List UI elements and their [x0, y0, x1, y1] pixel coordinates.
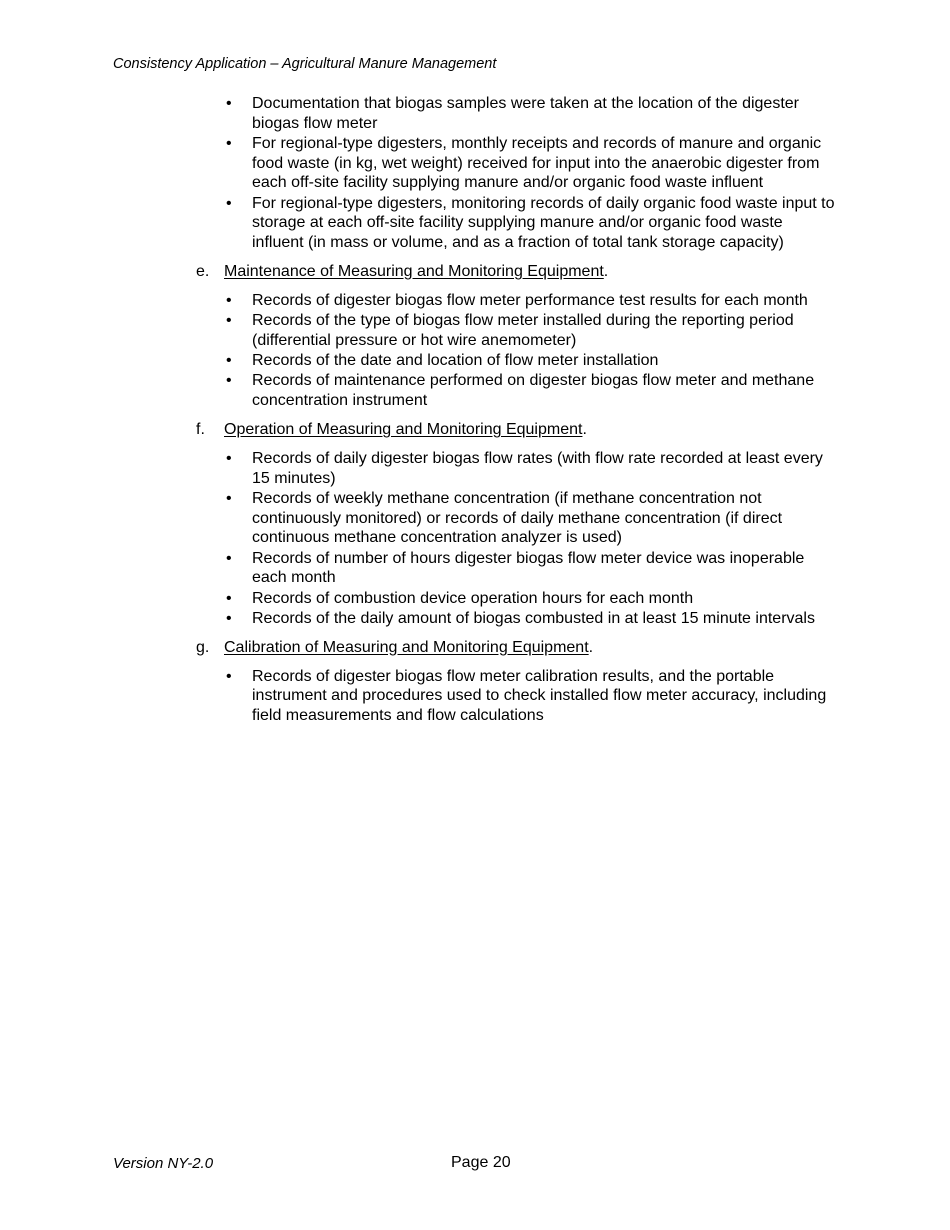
list-item-text: Records of combustion device operation hours for each month	[252, 589, 694, 607]
list-item-text: Records of digester biogas flow meter performance test results for each month	[252, 291, 808, 309]
list-item-text: Records of weekly methane concentration (if methane concentration not continuously monitored) or records of daily methane concentration (if direct continuous methane concentration analyzer is used)	[252, 489, 783, 547]
list-item	[0, 194, 838, 253]
list-item-text: Records of the daily amount of biogas combusted in at least 15 minute intervals	[252, 609, 815, 627]
section-heading-maintenance	[0, 262, 950, 282]
list-item-text: Records of number of hours digester biogas flow meter device was inoperable each month	[252, 549, 805, 587]
bullet-icon: •	[226, 312, 232, 330]
running-header: Consistency Application – Agricultural Manure Management	[113, 56, 497, 72]
list-item	[0, 667, 838, 726]
list-item	[0, 609, 838, 629]
bullet-icon: •	[226, 489, 232, 507]
list-item	[0, 134, 838, 193]
bullet-icon: •	[226, 352, 232, 370]
list-item	[0, 489, 838, 548]
document-body	[0, 94, 950, 726]
list-item	[0, 311, 838, 350]
section-heading-operation	[0, 420, 950, 440]
list-item-text: For regional-type digesters, monthly receipts and records of manure and organic food waste (in kg, wet weight) received for input into the anaerobic digester from each off-site facility supplying manure and/or organic food waste influent	[252, 135, 822, 192]
bullet-icon: •	[226, 291, 232, 309]
section-heading-calibration	[0, 638, 950, 658]
list-item-text: Records of the type of biogas flow meter installed during the reporting period (differential pressure or hot wire anemometer)	[252, 312, 794, 349]
section-letter: g.	[196, 638, 210, 656]
list-item	[0, 371, 838, 410]
maintenance-bullet-list	[0, 291, 950, 411]
bullet-icon: •	[226, 135, 232, 152]
section-letter: f.	[196, 420, 205, 438]
bullet-icon: •	[226, 449, 232, 467]
section-title: Maintenance of Measuring and Monitoring Equipment.	[224, 262, 609, 280]
list-item	[0, 351, 838, 371]
bullet-icon: •	[226, 549, 232, 567]
list-item	[0, 291, 838, 311]
list-item-text: Records of digester biogas flow meter calibration results, and the portable instrument and procedures used to check installed flow meter accuracy, including field measurements and flow calculations	[252, 667, 827, 724]
footer-version: Version NY-2.0	[113, 1155, 214, 1172]
list-item-text: Records of daily digester biogas flow rates (with flow rate recorded at least every 15 minutes)	[252, 449, 823, 487]
section-title: Calibration of Measuring and Monitoring Equipment.	[224, 638, 594, 656]
list-item-text: Documentation that biogas samples were taken at the location of the digester biogas flow meter	[252, 95, 799, 132]
operation-bullet-list	[0, 449, 950, 629]
bullet-icon: •	[226, 609, 232, 627]
section-letter: e.	[196, 262, 210, 280]
intro-bullet-list	[0, 94, 950, 253]
bullet-icon: •	[226, 95, 232, 112]
list-item	[0, 549, 838, 588]
bullet-icon: •	[226, 372, 232, 390]
bullet-icon: •	[226, 589, 232, 607]
section-title: Operation of Measuring and Monitoring Equipment.	[224, 420, 587, 438]
list-item	[0, 94, 838, 133]
list-item	[0, 589, 838, 609]
list-item-text: Records of the date and location of flow meter installation	[252, 352, 659, 370]
bullet-icon: •	[226, 194, 232, 212]
calibration-bullet-list	[0, 667, 950, 726]
page-number: Page 20	[451, 1154, 511, 1171]
bullet-icon: •	[226, 667, 232, 685]
list-item	[0, 449, 838, 488]
list-item-text: For regional-type digesters, monitoring records of daily organic food waste input to storage at each off-site facility supplying manure and/or organic food waste influent (in mass or volume, and as a fraction of total tank storage capacity)	[252, 194, 835, 252]
list-item-text: Records of maintenance performed on digester biogas flow meter and methane concentration instrument	[252, 372, 815, 410]
